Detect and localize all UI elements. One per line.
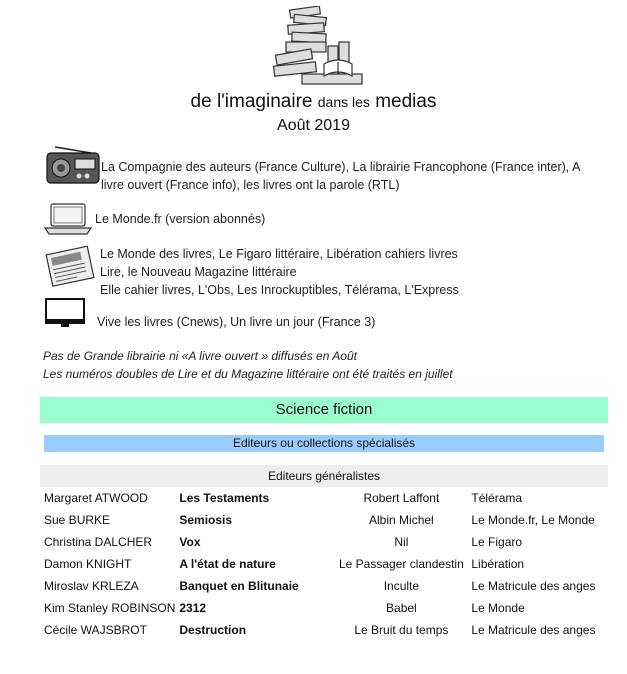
table-row (40, 619, 608, 641)
publisher-cell: Le Passager clandestin (339, 557, 464, 571)
media-cell: Le Matricule des anges (471, 579, 596, 593)
title-cell: Destruction (179, 623, 247, 637)
web-text: Le Monde.fr (version abonnés) (95, 212, 266, 226)
section-genre-header: Science fiction (40, 397, 608, 423)
title-cell: Banquet en Blitunaie (179, 579, 299, 593)
publisher-cell: Le Bruit du temps (354, 623, 449, 637)
books-logo-icon (272, 6, 368, 88)
media-cell: Le Monde.fr, Le Monde (471, 513, 595, 527)
author-cell: Margaret ATWOOD (44, 491, 148, 505)
notes: Pas de Grande librairie ni «A livre ouvert » diffusés en Août Les numéros doubles de Lire et du Magazine littéraire ont été traités en juillet (43, 349, 453, 381)
newspaper-icon (45, 244, 97, 288)
table-row (40, 553, 608, 575)
title-cell: Les Testaments (179, 491, 270, 505)
page-subtitle: Août 2019 (277, 117, 350, 134)
title-cell: Vox (179, 535, 201, 549)
table-row (40, 575, 608, 597)
table-row (40, 487, 608, 509)
author-cell: Sue BURKE (44, 513, 111, 527)
table-row (40, 509, 608, 531)
press-text: Le Monde des livres, Le Figaro littéraire, Libération cahiers livres Lire, le Nouveau Magazine littéraire Elle cahier livres, L'Obs, Les Inrockuptibles, Télérama, L'Express (100, 247, 459, 297)
books-table (40, 487, 608, 641)
publisher-cell: Robert Laffont (363, 491, 440, 505)
table-row (40, 531, 608, 553)
radio-shows-text: La Compagnie des auteurs (France Culture), La librairie Francophone (France inter), A livre ouvert (France info), les livres ont la parole (RTL) (101, 160, 580, 192)
author-cell: Kim Stanley ROBINSON (44, 601, 176, 615)
tv-icon (45, 297, 85, 329)
laptop-icon (43, 202, 93, 236)
author-cell: Cécile WAJSBROT (44, 623, 147, 637)
media-cell: Le Figaro (471, 535, 523, 549)
author-cell: Miroslav KRLEZA (44, 579, 139, 593)
radio-icon (45, 145, 101, 185)
publisher-cell: Nil (394, 535, 409, 549)
author-cell: Damon KNIGHT (44, 557, 132, 571)
publisher-cell: Inculte (383, 579, 420, 593)
section-generalist-header: Editeurs généralistes (40, 465, 608, 487)
author-cell: Christina DALCHER (44, 535, 153, 549)
section-specialised-header: Editeurs ou collections spécialisés (44, 435, 604, 452)
table-row (40, 597, 608, 619)
publisher-cell: Babel (386, 601, 417, 615)
tv-text: Vive les livres (Cnews), Un livre un jour (France 3) (97, 315, 376, 329)
title-cell: Semiosis (179, 513, 233, 527)
media-cell: Libération (471, 557, 525, 571)
page-title: de l'imaginaire dans les medias (190, 91, 437, 112)
media-cell: Le Matricule des anges (471, 623, 596, 637)
publisher-cell: Albin Michel (369, 513, 434, 527)
title-cell: 2312 (179, 601, 207, 615)
media-cell: Le Monde (471, 601, 525, 615)
media-cell: Télérama (471, 491, 523, 505)
title-cell: A l'état de nature (179, 557, 276, 571)
